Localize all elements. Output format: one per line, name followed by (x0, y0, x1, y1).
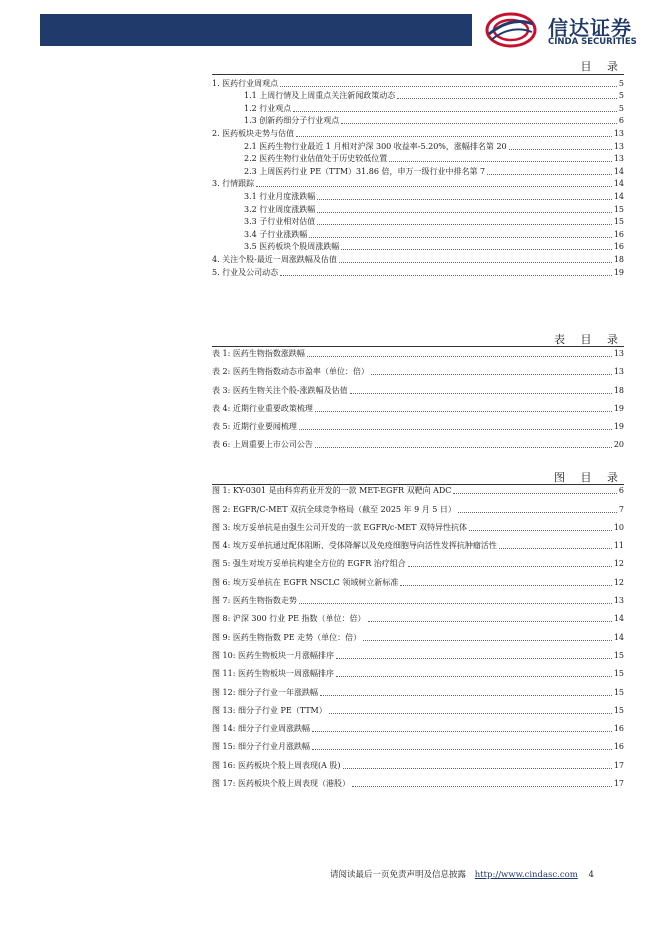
entry-page-number: 17 (613, 779, 624, 789)
toc-entry[interactable] (212, 89, 624, 102)
dot-leader (329, 713, 612, 714)
dot-leader (280, 275, 612, 276)
figures-list-entry[interactable] (212, 569, 624, 587)
entry-page-number: 19 (613, 267, 624, 277)
figures-list-entry[interactable] (212, 533, 624, 551)
toc-entry[interactable] (212, 177, 624, 190)
dot-leader (469, 530, 612, 531)
dot-leader (315, 411, 612, 412)
entry-page-number: 15 (613, 217, 624, 227)
dot-leader (315, 447, 612, 448)
tables-list-entry[interactable] (212, 414, 624, 432)
dot-leader (256, 186, 612, 187)
entry-page-number: 15 (613, 687, 624, 697)
entry-page-number: 13 (613, 141, 624, 151)
entry-title: 图 6: 埃万妥单抗在 EGFR NSCLC 领域树立新标准 (212, 577, 399, 587)
entry-page-number: 17 (613, 760, 624, 770)
tables-list-title: 表 目 录 (554, 333, 624, 346)
toc-entry[interactable] (212, 164, 624, 177)
entry-page-number: 16 (613, 724, 624, 734)
dot-leader (341, 123, 617, 124)
entry-title: 图 1: KY-0301 是由科弈药业开发的一款 MET-EGFR 双靶向 ADC (212, 486, 452, 496)
entry-page-number: 6 (618, 486, 624, 496)
entry-title: 表 2: 医药生物指数动态市盈率（单位：倍） (212, 367, 369, 377)
entry-page-number: 11 (613, 541, 624, 551)
entry-title: 图 16: 医药板块个股上周表现(A 股) (212, 760, 341, 770)
dot-leader (336, 658, 612, 659)
dot-leader (352, 786, 612, 787)
toc-entry[interactable] (212, 227, 624, 240)
entry-title: 3.5 医药板块个股周涨跌幅 (244, 242, 340, 252)
entry-page-number: 18 (613, 254, 624, 264)
entry-page-number: 13 (613, 349, 624, 359)
dot-leader (350, 393, 612, 394)
entry-page-number: 12 (613, 559, 624, 569)
dot-leader (400, 585, 611, 586)
figures-list-entry[interactable] (212, 661, 624, 679)
entry-page-number: 5 (618, 78, 624, 88)
entry-page-number: 19 (613, 403, 624, 413)
entry-title: 图 10: 医药生物板块一月涨幅排序 (212, 650, 334, 660)
entry-title: 4. 关注个股-最近一周涨跌幅及估值 (212, 254, 337, 264)
entry-page-number: 16 (613, 742, 624, 752)
entry-title: 2.1 医药生物行业最近 1 月相对沪深 300 收益率-5.20%，涨幅排名第 20 (244, 141, 507, 151)
entry-title: 图 9: 医药生物指数 PE 走势（单位：倍） (212, 632, 362, 642)
entry-page-number: 20 (613, 440, 624, 450)
cinda-logo-icon (484, 10, 538, 50)
entry-page-number: 19 (613, 421, 624, 431)
dot-leader (293, 111, 617, 112)
dot-leader (299, 603, 612, 604)
entry-title: 3.1 行业月度涨跌幅 (244, 191, 316, 201)
dot-leader (368, 621, 612, 622)
entry-title: 图 3: 埃万妥单抗是由强生公司开发的一款 EGFR/c-MET 双特异性抗体 (212, 522, 468, 532)
toc-entry[interactable] (212, 240, 624, 253)
dot-leader (317, 212, 612, 213)
figures-list-entry[interactable] (212, 752, 624, 770)
entry-page-number: 10 (613, 522, 624, 532)
dot-leader (307, 356, 612, 357)
dot-leader (296, 136, 612, 137)
tables-list-entry[interactable] (212, 377, 624, 395)
entry-page-number: 13 (613, 596, 624, 606)
dot-leader (320, 695, 612, 696)
entry-title: 1.1 上周行情及上周重点关注新闻政策动态 (244, 91, 396, 101)
figures-list-entry[interactable] (212, 624, 624, 642)
brand-name-en: CINDA SECURITIES (548, 37, 637, 47)
figures-list-entry[interactable] (212, 643, 624, 661)
entry-title: 图 15: 细分子行业月涨跌幅 (212, 742, 310, 752)
toc-entry[interactable] (212, 215, 624, 228)
figures-list-entry[interactable] (212, 698, 624, 716)
toc-entry[interactable] (212, 152, 624, 165)
dot-leader (487, 174, 612, 175)
entry-title: 图 12: 细分子行业一年涨跌幅 (212, 687, 318, 697)
entry-title: 图 17: 医药板块个股上周表现（港股） (212, 779, 350, 789)
entry-page-number: 12 (613, 577, 624, 587)
dot-leader (389, 161, 612, 162)
entry-page-number: 13 (613, 154, 624, 164)
entry-title: 图 8: 沪深 300 行业 PE 指数（单位：倍） (212, 614, 366, 624)
entry-page-number: 7 (618, 504, 624, 514)
dot-leader (312, 731, 612, 732)
entry-title: 图 11: 医药生物板块一周涨幅排序 (212, 669, 334, 679)
tables-list-entry[interactable] (212, 359, 624, 377)
entry-title: 2. 医药板块走势与估值 (212, 128, 295, 138)
entry-page-number: 15 (613, 650, 624, 660)
toc-list (212, 76, 624, 278)
entry-title: 2.2 医药生物行业估值处于历史较低位置 (244, 154, 388, 164)
tables-list-entry[interactable] (212, 341, 624, 359)
toc-entry[interactable] (212, 202, 624, 215)
brand-name-cn: 信达证券 (548, 16, 632, 40)
figures-list-title: 图 目 录 (554, 471, 624, 484)
entry-title: 表 5: 近期行业要闻梳理 (212, 421, 297, 431)
dot-leader (499, 548, 612, 549)
entry-title: 2.3 上周医药行业 PE（TTM）31.86 倍，申万一级行业中排名第 7 (244, 166, 486, 176)
entry-title: 3.4 子行业涨跌幅 (244, 229, 308, 239)
figures-list-entry[interactable] (212, 588, 624, 606)
entry-page-number: 16 (613, 242, 624, 252)
footer-page-number: 4 (588, 870, 594, 880)
figures-list-entry[interactable] (212, 496, 624, 514)
entry-page-number: 14 (613, 179, 624, 189)
entry-page-number: 15 (613, 705, 624, 715)
entry-page-number: 5 (618, 103, 624, 113)
footer (330, 868, 594, 880)
entry-page-number: 18 (613, 385, 624, 395)
entry-title: 图 13: 细分子行业 PE（TTM） (212, 705, 327, 715)
entry-title: 图 5: 强生对埃万妥单抗构建全方位的 EGFR 治疗组合 (212, 559, 406, 569)
entry-title: 表 1: 医药生物指数涨跌幅 (212, 349, 305, 359)
figures-list-entry[interactable] (212, 551, 624, 569)
dot-leader (339, 262, 612, 263)
figures-list-entry[interactable] (212, 679, 624, 697)
entry-page-number: 14 (613, 614, 624, 624)
figures-list (212, 478, 624, 789)
entry-title: 1. 医药行业周观点 (212, 78, 279, 88)
dot-leader (343, 768, 612, 769)
entry-title: 图 14: 细分子行业周涨跌幅 (212, 724, 310, 734)
figures-list-entry[interactable] (212, 515, 624, 533)
entry-page-number: 15 (613, 204, 624, 214)
dot-leader (317, 224, 612, 225)
entry-page-number: 13 (613, 367, 624, 377)
dot-leader (317, 199, 612, 200)
dot-leader (336, 676, 612, 677)
entry-title: 表 6: 上周重要上市公司公告 (212, 440, 313, 450)
entry-title: 1.2 行业观点 (244, 103, 292, 113)
entry-title: 5. 行业及公司动态 (212, 267, 279, 277)
figures-list-entry[interactable] (212, 771, 624, 789)
dot-leader (371, 374, 612, 375)
entry-title: 1.3 创新药细分子行业观点 (244, 116, 340, 126)
toc-entry[interactable] (212, 126, 624, 139)
entry-title: 表 3: 医药生物关注个股-涨跌幅及估值 (212, 385, 348, 395)
toc-entry[interactable] (212, 114, 624, 127)
toc-entry[interactable] (212, 189, 624, 202)
dot-leader (408, 566, 612, 567)
toc-entry[interactable] (212, 76, 624, 89)
entry-page-number: 13 (613, 128, 624, 138)
entry-title: 图 2: EGFR/C-MET 双抗全球竞争格局（截至 2025 年 9 月 5 日） (212, 504, 456, 514)
entry-page-number: 14 (613, 166, 624, 176)
entry-page-number: 15 (613, 669, 624, 679)
figures-list-entry[interactable] (212, 716, 624, 734)
dot-leader (299, 429, 612, 430)
dot-leader (458, 512, 617, 513)
dot-leader (397, 98, 617, 99)
dot-leader (509, 149, 612, 150)
toc-entry[interactable] (212, 265, 624, 278)
entry-page-number: 6 (618, 116, 624, 126)
figures-list-entry[interactable] (212, 478, 624, 496)
tables-list-entry[interactable] (212, 396, 624, 414)
dot-leader (309, 237, 612, 238)
toc-entry[interactable] (212, 139, 624, 152)
toc-entry[interactable] (212, 252, 624, 265)
dot-leader (453, 493, 616, 494)
toc-rule (212, 74, 624, 75)
entry-page-number: 5 (618, 91, 624, 101)
dot-leader (312, 749, 612, 750)
footer-disclaimer: 请阅读最后一页免责声明及信息披露 (330, 870, 467, 880)
entry-page-number: 16 (613, 229, 624, 239)
tables-list-entry[interactable] (212, 432, 624, 450)
entry-title: 图 4: 埃万妥单抗通过配体阻断、受体降解以及免疫细胞导向活性发挥抗肿瘤活性 (212, 541, 497, 551)
figures-list-entry[interactable] (212, 606, 624, 624)
dot-leader (341, 249, 612, 250)
toc-entry[interactable] (212, 101, 624, 114)
entry-title: 图 7: 医药生物指数走势 (212, 596, 297, 606)
tables-list (212, 341, 624, 450)
figures-list-entry[interactable] (212, 734, 624, 752)
entry-title: 3.2 行业周度涨跌幅 (244, 204, 316, 214)
dot-leader (363, 640, 612, 641)
entry-title: 3. 行情跟踪 (212, 179, 255, 189)
entry-page-number: 14 (613, 191, 624, 201)
entry-title: 表 4: 近期行业重要政策梳理 (212, 403, 313, 413)
entry-title: 3.3 子行业相对估值 (244, 217, 316, 227)
toc-title: 目 录 (580, 60, 624, 73)
dot-leader (280, 86, 617, 87)
entry-page-number: 14 (613, 632, 624, 642)
header-bar (40, 14, 472, 46)
footer-url-link[interactable]: http://www.cindasc.com (474, 870, 578, 880)
